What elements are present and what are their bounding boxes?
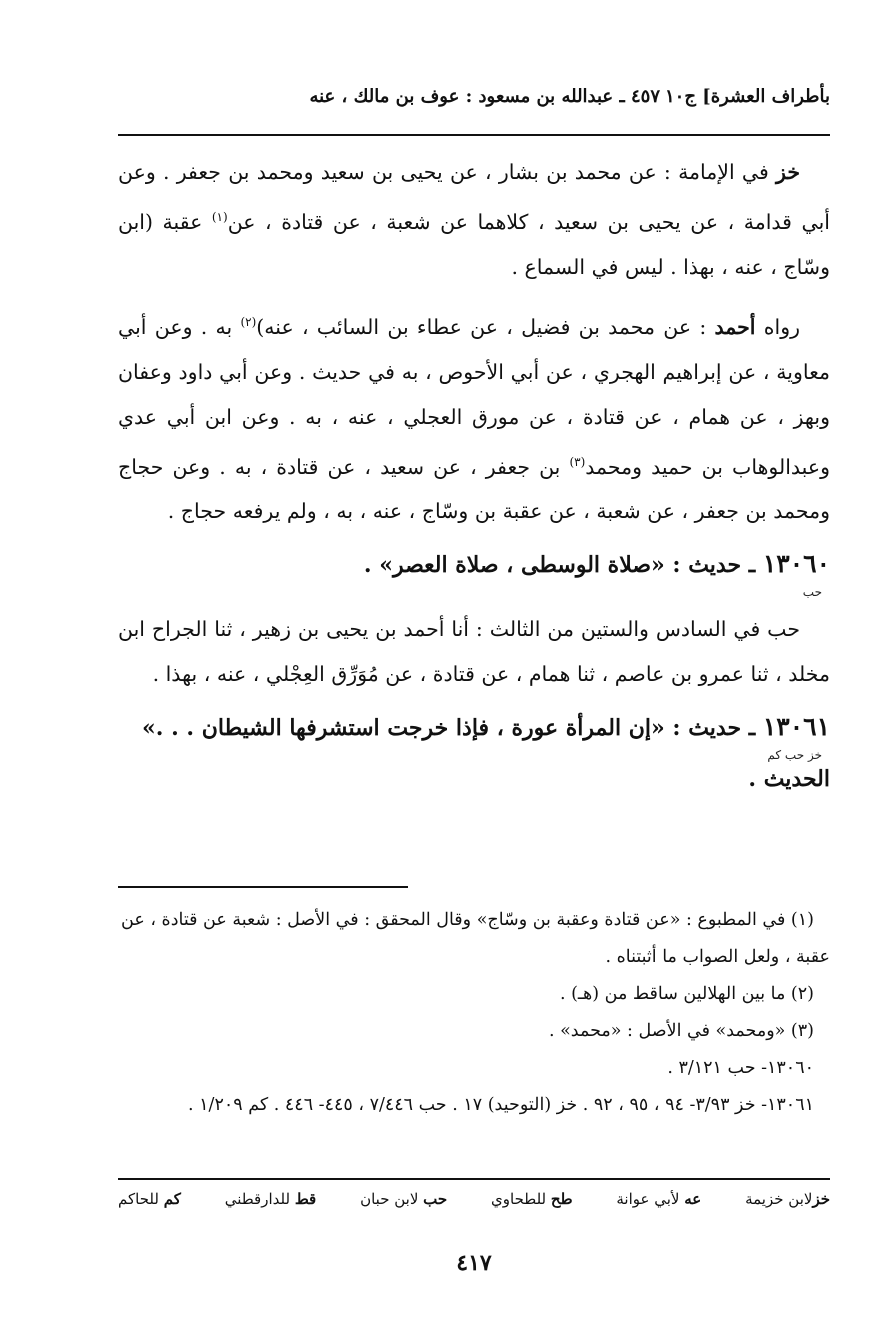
abbreviation-desc: للحاكم	[118, 1190, 159, 1208]
abbreviation-item	[616, 1190, 701, 1208]
abbreviation-desc: للطحاوي	[491, 1190, 547, 1208]
paragraph-text: : عن محمد بن فضيل ، عن عطاء بن السائب ، عنه)	[256, 314, 715, 339]
hadith-sigla: حب	[802, 585, 822, 600]
abbreviation-code: خز	[812, 1190, 830, 1208]
paragraph-1	[118, 150, 830, 290]
footnote-rule	[118, 886, 408, 888]
abbreviation-item	[118, 1190, 181, 1208]
abbreviation-desc: لابن حبان	[360, 1190, 419, 1208]
abbreviations-rule	[118, 1178, 830, 1180]
paragraph-3: حب في السادس والستين من الثالث : أنا أحمد بن يحيى بن زهير ، ثنا الجراح ابن مخلد ، ثنا عمرو بن عاصم ، ثنا همام ، عن قتادة ، عن مُوَرِّق العِجْلي ، عنه ، بهذا .	[118, 617, 830, 687]
hadith-heading	[118, 544, 830, 585]
paragraph-text: بن جعفر ، عن سعيد ، عن قتادة ، به . وعن حجاج ومحمد بن جعفر ، عن شعبة ، عن عقبة بن وسّاج ، عنه ، به ، ولم يرفعه حجاج .	[118, 454, 830, 524]
hadith-sigla: خز حب كم	[767, 748, 822, 763]
footnote-ref: (١)	[211, 210, 228, 224]
hadith-text: ـ حديث : «إن المرأة عورة ، فإذا خرجت استشرفها الشيطان . . .»	[142, 715, 756, 742]
footnote-item: (١) في المطبوع : «عن قتادة وعقبة بن وسّاج» وقال المحقق : في الأصل : شعبة عن قتادة ، عن عقبة ، ولعل الصواب ما أثبتناه .	[121, 910, 830, 967]
abbreviation-desc: للدارقطني	[224, 1190, 291, 1208]
siglum-bold: خز	[776, 160, 800, 184]
footnote-item: ١٣٠٦١- خز ٣/٩٣- ٩٤ ، ٩٥ ، ٩٢ . خز (التوحيد) ١٧ . حب ٧/٤٤٦ ، ٤٤٥- ٤٤٦ . كم ١/٢٠٩ .	[188, 1095, 814, 1115]
author-bold: أحمد	[714, 314, 756, 339]
header-book-title: بأطراف العشرة] ج١٠	[664, 86, 830, 107]
hadith-number: ١٣٠٦٠	[762, 549, 830, 579]
main-text	[118, 150, 830, 804]
header-rule	[118, 134, 830, 136]
footnote-ref: (٣)	[569, 454, 586, 469]
abbreviation-desc: لأبي عوانة	[616, 1190, 680, 1208]
hadith-number: ١٣٠٦١	[762, 712, 830, 742]
abbreviation-item	[360, 1190, 447, 1208]
abbreviation-code: قط	[294, 1190, 317, 1208]
footnotes	[118, 902, 830, 1124]
page-number: ٤١٧	[456, 1250, 492, 1276]
paragraph-text: رواه	[755, 314, 800, 339]
hadith-heading	[118, 707, 830, 748]
running-header	[118, 86, 830, 120]
paragraph-text: به . وعن أبي معاوية ، عن إبراهيم الهجري ، عن أبي الأحوص ، به في حديث . وعن أبي داود وعفان وبهز ، عن همام ، عن قتادة ، عن مورق العجلي ، عنه ، به . وعن ابن أبي عدي وعبدالوهاب بن حميد ومحمد	[118, 314, 830, 479]
abbreviation-code: حب	[423, 1190, 448, 1208]
abbreviation-item	[491, 1190, 572, 1208]
abbreviation-code: عه	[684, 1190, 702, 1208]
hadith-entry	[118, 707, 830, 796]
footnote-item: (٣) «ومحمد» في الأصل : «محمد» .	[548, 1021, 814, 1041]
abbreviation-item	[745, 1190, 830, 1208]
hadith-text: ـ حديث : «صلاة الوسطى ، صلاة العصر» .	[363, 552, 756, 579]
paragraph-2	[118, 300, 830, 535]
book-page	[118, 0, 830, 1325]
abbreviation-code: كم	[163, 1190, 181, 1208]
abbreviations-key	[118, 1190, 830, 1208]
paragraph-text: عقبة (ابن وسّاج ، عنه ، بهذا . ليس في السماع .	[118, 209, 830, 279]
footnote-ref: (٢)	[240, 314, 257, 329]
footnote-item: ١٣٠٦٠- حب ٣/١٢١ .	[667, 1058, 814, 1078]
abbreviation-item	[225, 1190, 317, 1208]
hadith-entry	[118, 544, 830, 599]
paragraph-text: في الإمامة : عن محمد بن بشار ، عن يحيى بن سعيد ومحمد بن جعفر . وعن أبي قدامة ، عن يحيى بن سعيد ، كلاهما عن شعبة ، عن قتادة ، عن	[118, 160, 830, 234]
hadith-continuation: الحديث .	[748, 766, 830, 793]
header-section-title: ٤٥٧ ـ عبدالله بن مسعود : عوف بن مالك ، عنه	[309, 86, 660, 107]
footnote-item: (٢) ما بين الهلالين ساقط من (هـ) .	[559, 984, 814, 1004]
abbreviation-desc: لابن خزيمة	[745, 1190, 813, 1208]
abbreviation-code: طح	[550, 1190, 573, 1208]
